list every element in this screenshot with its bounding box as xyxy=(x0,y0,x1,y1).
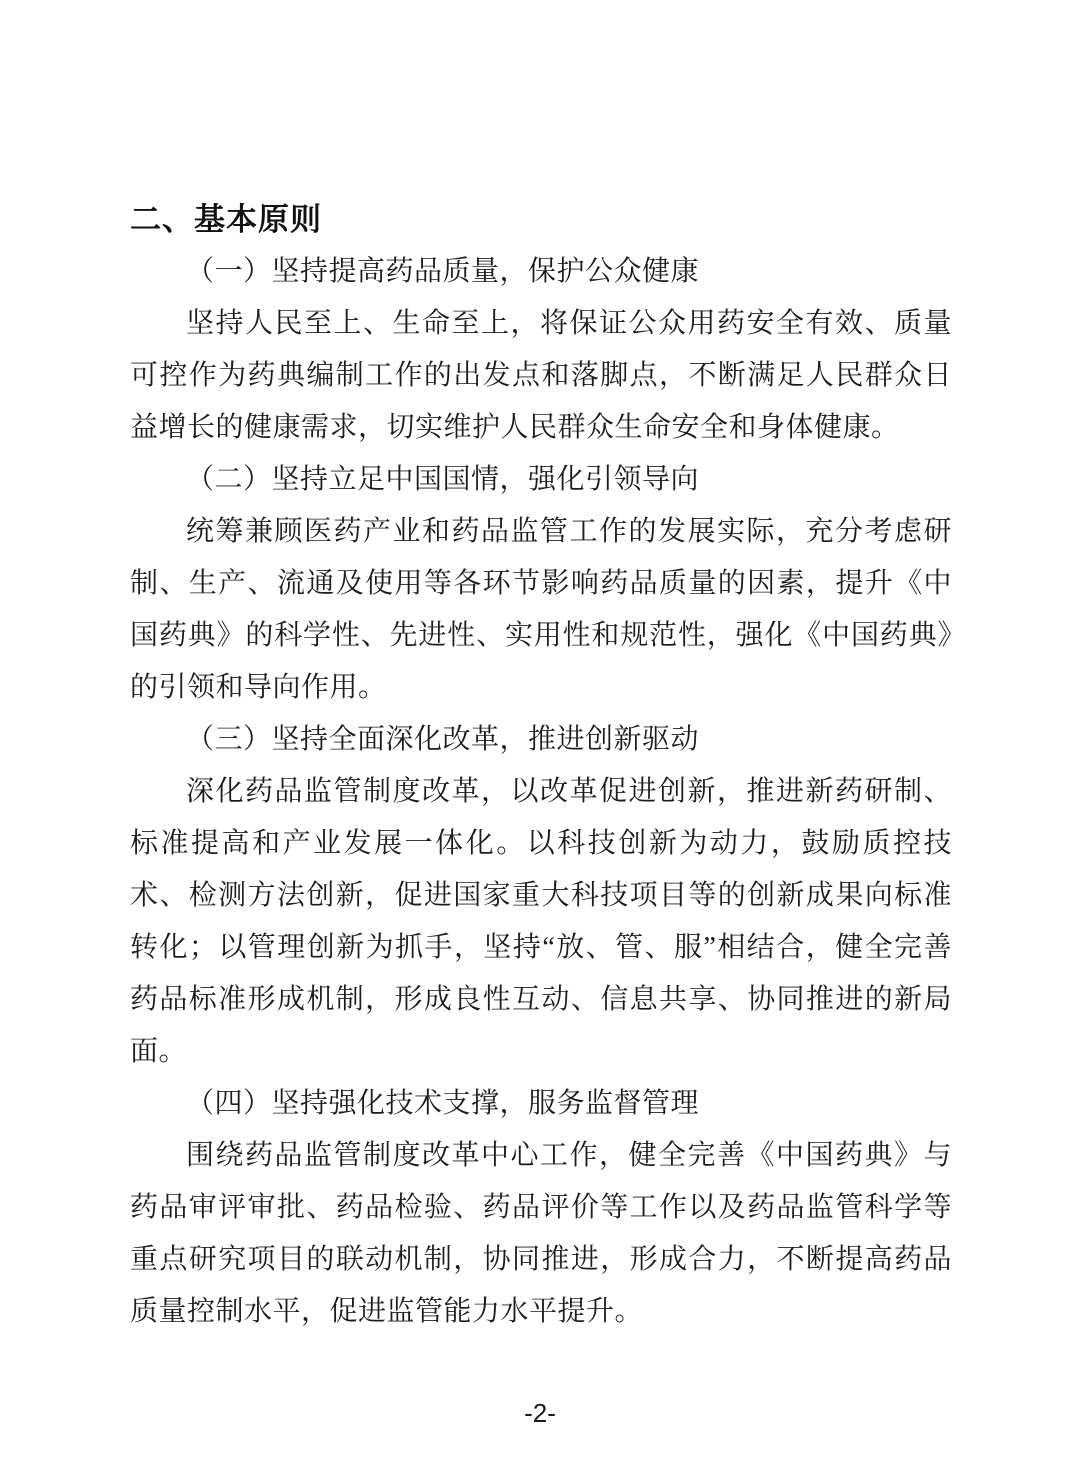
page-number: -2- xyxy=(524,1398,556,1428)
subsection-4-title: （四）坚持强化技术支撑，服务监督管理 xyxy=(186,1088,700,1119)
subsection-4 xyxy=(130,1078,952,1338)
subsection-1-title: （一）坚持提高药品质量，保护公众健康 xyxy=(186,256,700,287)
section-heading: 二、基本原则 xyxy=(130,202,322,237)
subsection-2-paragraph: 统筹兼顾医药产业和药品监管工作的发展实际，充分考虑研制、生产、流通及使用等各环节影响药品质量的因素，提升《中国药典》的科学性、先进性、实用性和规范性，强化《中国药典》的引领和导向作用。 xyxy=(130,516,952,703)
subsection-1 xyxy=(130,246,952,454)
subsection-1-paragraph: 坚持人民至上、生命至上，将保证公众用药安全有效、质量可控作为药典编制工作的出发点和落脚点，不断满足人民群众日益增长的健康需求，切实维护人民群众生命安全和身体健康。 xyxy=(130,308,952,443)
subsection-4-paragraph: 围绕药品监管制度改革中心工作，健全完善《中国药典》与药品审评审批、药品检验、药品评价等工作以及药品监管科学等重点研究项目的联动机制，协同推进，形成合力，不断提高药品质量控制水平，促进监管能力水平提升。 xyxy=(130,1140,952,1327)
subsection-3-paragraph: 深化药品监管制度改革，以改革促进创新，推进新药研制、标准提高和产业发展一体化。以科技创新为动力，鼓励质控技术、检测方法创新，促进国家重大科技项目等的创新成果向标准转化；以管理创新为抓手，坚持“放、管、服”相结合，健全完善药品标准形成机制，形成良性互动、信息共享、协同推进的新局面。 xyxy=(130,776,952,1067)
subsection-3 xyxy=(130,714,952,1078)
subsection-2-title: （二）坚持立足中国国情，强化引领导向 xyxy=(186,464,700,495)
subsection-2 xyxy=(130,454,952,714)
subsection-3-title: （三）坚持全面深化改革，推进创新驱动 xyxy=(186,724,700,755)
document-content xyxy=(130,194,952,1338)
